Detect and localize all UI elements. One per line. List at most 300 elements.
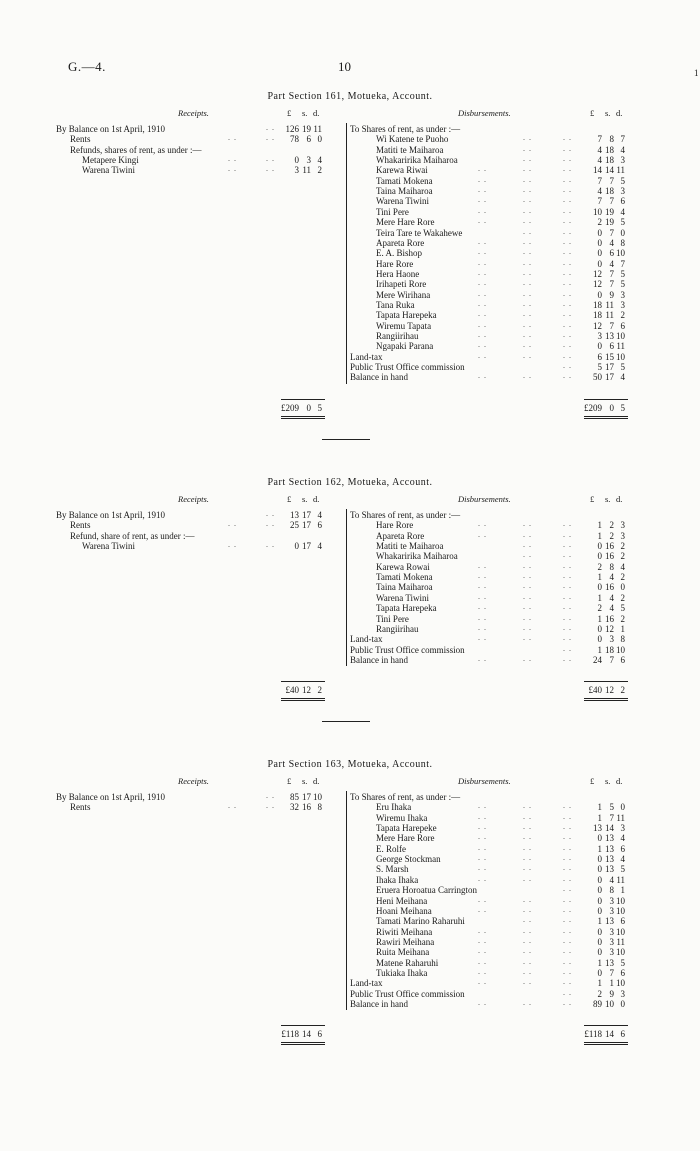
- leader-dots: . .: [523, 925, 532, 935]
- shillings: 7: [609, 196, 614, 207]
- leader-dots: . .: [563, 884, 572, 894]
- pence: 1: [620, 623, 625, 634]
- disbursement-row: [350, 968, 580, 978]
- receipt-label: Rents: [70, 134, 91, 145]
- disbursement-label: George Stockman: [376, 854, 441, 865]
- disbursement-label: Matiti te Maiharoa: [376, 144, 444, 155]
- pence: 6: [620, 654, 625, 665]
- leader-dots: . .: [478, 164, 487, 174]
- pence: 10: [616, 905, 625, 916]
- disbursement-label: Matiti te Maiharoa: [376, 541, 444, 552]
- receipts-pound-unit: £: [287, 494, 292, 504]
- shillings: 19: [605, 206, 614, 217]
- disbursement-label: Mere Wirihana: [376, 289, 431, 300]
- pounds: 32: [290, 802, 299, 813]
- disbursement-label: Hare Rore: [376, 520, 414, 531]
- leader-dots: . .: [523, 540, 532, 550]
- disbursements-pence-unit: d.: [616, 108, 623, 118]
- total-double-rule: [584, 1042, 628, 1043]
- receipt-label: Rents: [70, 802, 91, 813]
- disbursement-label: Rangiirihau: [376, 623, 419, 634]
- disbursement-row: [350, 885, 580, 895]
- total-double-rule: [281, 698, 325, 699]
- pounds: 1: [597, 916, 602, 927]
- disbursement-label: Tini Pere: [376, 613, 409, 624]
- pounds: 7: [597, 175, 602, 186]
- leader-dots: . .: [478, 174, 487, 184]
- leader-dots: . .: [563, 998, 572, 1007]
- receipts-pound-unit: £: [287, 108, 292, 118]
- pounds: £118: [281, 1029, 299, 1040]
- pence: 11: [616, 165, 625, 176]
- leader-dots: . .: [523, 298, 532, 308]
- leader-dots: . .: [563, 319, 572, 329]
- pounds: 0: [597, 905, 602, 916]
- shillings: 13: [605, 957, 614, 968]
- leader-dots: . .: [523, 519, 532, 529]
- disbursement-label: Balance in hand: [350, 654, 408, 665]
- disbursement-row: [350, 269, 580, 279]
- disbursement-row: [350, 792, 580, 802]
- pounds: 4: [597, 144, 602, 155]
- disbursements-pound-unit: £: [590, 494, 595, 504]
- leader-dots: . .: [266, 164, 275, 174]
- leader-dots: . .: [478, 811, 487, 821]
- leader-dots: . .: [478, 330, 487, 339]
- pence: 2: [620, 572, 625, 583]
- leader-dots: . .: [563, 174, 572, 184]
- shillings: 2: [609, 520, 614, 531]
- disbursement-label: To Shares of rent, as under :—: [350, 510, 461, 520]
- leader-dots: . .: [478, 977, 487, 987]
- pounds: 0: [294, 155, 299, 166]
- disbursement-row: [350, 989, 580, 999]
- disbursement-row: [350, 520, 580, 530]
- leader-dots: . .: [523, 278, 532, 288]
- shillings: 15: [605, 351, 614, 362]
- pence: 3: [620, 299, 625, 310]
- pence: 2: [620, 541, 625, 552]
- leader-dots: . .: [478, 288, 487, 298]
- leader-dots: . .: [478, 298, 487, 308]
- pence: 5: [317, 402, 322, 413]
- pounds: 0: [597, 541, 602, 552]
- disbursement-label: Wiremu Ihaka: [376, 812, 428, 823]
- disbursement-row: [350, 279, 580, 289]
- leader-dots: . .: [523, 560, 532, 570]
- receipts-pence-unit: d.: [313, 108, 320, 118]
- shillings: 7: [609, 320, 614, 331]
- disbursement-label: Balance in hand: [350, 372, 408, 383]
- leader-dots: . .: [478, 622, 487, 632]
- leader-dots: . .: [563, 330, 572, 339]
- leader-dots: . .: [523, 602, 532, 612]
- leader-dots: . .: [563, 154, 572, 164]
- disbursement-label: Rangiirihau: [376, 331, 419, 341]
- leader-dots: . .: [563, 164, 572, 174]
- leader-dots: . .: [563, 267, 572, 277]
- disbursement-row: [350, 978, 580, 988]
- disbursement-row: [350, 655, 580, 665]
- pounds: 1: [597, 812, 602, 823]
- shillings: 4: [609, 258, 614, 269]
- leader-dots: . .: [523, 935, 532, 945]
- pence: 2: [620, 551, 625, 562]
- pounds: £40: [285, 685, 299, 696]
- pence: 11: [616, 812, 625, 823]
- leader-dots: . .: [563, 298, 572, 308]
- pounds: 12: [593, 279, 602, 290]
- leader-dots: . .: [563, 633, 572, 643]
- leader-dots: . .: [478, 340, 487, 350]
- pounds: 0: [597, 551, 602, 562]
- leader-dots: . .: [563, 278, 572, 288]
- pence: 1: [620, 885, 625, 896]
- disbursement-row: [350, 645, 580, 655]
- leader-dots: . .: [478, 350, 487, 360]
- leader-dots: . .: [523, 581, 532, 591]
- pounds: 2: [597, 603, 602, 614]
- leader-dots: . .: [478, 529, 487, 539]
- shillings: 14: [302, 1029, 311, 1040]
- leader-dots: . .: [563, 966, 572, 976]
- leader-dots: . .: [563, 653, 572, 663]
- leader-dots: . .: [523, 195, 532, 205]
- disbursement-row: [350, 634, 580, 644]
- shillings: 8: [609, 561, 614, 572]
- leader-dots: . .: [523, 226, 532, 236]
- pounds: 1: [597, 592, 602, 603]
- pounds: 18: [593, 299, 602, 310]
- pounds: 4: [597, 186, 602, 197]
- disbursement-label: Taina Maiharoa: [376, 186, 433, 197]
- disbursement-label: To Shares of rent, as under :—: [350, 792, 461, 802]
- pence: 7: [620, 258, 625, 269]
- shillings: 18: [605, 644, 614, 655]
- column-divider: [346, 509, 347, 666]
- leader-dots: . .: [478, 956, 487, 966]
- disbursement-row: [350, 833, 580, 843]
- leader-dots: . .: [563, 925, 572, 935]
- pounds: 3: [294, 165, 299, 176]
- shillings: 3: [609, 947, 614, 958]
- pounds: 7: [597, 134, 602, 145]
- total-double-rule: [281, 416, 325, 417]
- disbursement-row: [350, 541, 580, 551]
- receipt-label: Rents: [70, 520, 91, 531]
- pence: 2: [620, 310, 625, 321]
- pence: 7: [620, 134, 625, 145]
- pence: 5: [620, 279, 625, 290]
- leader-dots: . .: [478, 560, 487, 570]
- leader-dots: . .: [523, 319, 532, 329]
- total-rule: [281, 399, 325, 400]
- pence: 11: [313, 124, 322, 134]
- leader-dots: . .: [523, 977, 532, 987]
- disbursement-row: [350, 290, 580, 300]
- leader-dots: . .: [478, 309, 487, 319]
- disbursement-label: Public Trust Office commission: [350, 362, 465, 373]
- leader-dots: . .: [478, 612, 487, 622]
- disbursements-heading: Disbursements.: [458, 776, 511, 786]
- pounds: 126: [285, 124, 299, 134]
- disbursement-row: [350, 593, 580, 603]
- pounds: 0: [597, 895, 602, 906]
- pounds: 0: [597, 582, 602, 593]
- shillings: 14: [605, 823, 614, 834]
- shillings: 3: [306, 155, 311, 166]
- disbursement-label: Tana Ruka: [376, 299, 415, 310]
- pence: 4: [317, 541, 322, 552]
- pence: 5: [620, 175, 625, 186]
- disbursements-shilling-unit: s.: [605, 776, 611, 786]
- leader-dots: . .: [228, 133, 237, 143]
- pence: 3: [620, 530, 625, 541]
- leader-dots: . .: [523, 340, 532, 350]
- leader-dots: . .: [523, 267, 532, 277]
- leader-dots: . .: [523, 894, 532, 904]
- disbursement-row: [350, 802, 580, 812]
- disbursement-row: [350, 813, 580, 823]
- disbursement-label: E. A. Bishop: [376, 248, 423, 259]
- shillings: 0: [306, 402, 311, 413]
- leader-dots: . .: [563, 350, 572, 360]
- shillings: 16: [605, 541, 614, 552]
- leader-dots: . .: [266, 133, 275, 143]
- shillings: 6: [609, 341, 614, 352]
- pounds: 0: [597, 258, 602, 269]
- shillings: 4: [609, 237, 614, 248]
- leader-dots: . .: [478, 832, 487, 842]
- receipts-pence-unit: d.: [313, 494, 320, 504]
- pence: 0: [620, 227, 625, 238]
- disbursements-shilling-unit: s.: [605, 494, 611, 504]
- leader-dots: . .: [228, 154, 237, 164]
- disbursement-label: Public Trust Office commission: [350, 988, 465, 999]
- total-double-rule: [584, 416, 628, 417]
- shillings: 17: [302, 520, 311, 531]
- receipt-row: [56, 145, 346, 155]
- disbursement-label: Ngapaki Parana: [376, 341, 434, 352]
- pounds: 13: [593, 823, 602, 834]
- shillings: 16: [605, 582, 614, 593]
- shillings: 2: [609, 530, 614, 541]
- shillings: 17: [605, 372, 614, 383]
- edge-mark: 1: [694, 68, 699, 78]
- disbursement-row: [350, 165, 580, 175]
- leader-dots: . .: [478, 236, 487, 246]
- leader-dots: . .: [523, 998, 532, 1007]
- leader-dots: . .: [523, 811, 532, 821]
- shillings: 19: [605, 217, 614, 228]
- disbursement-row: [350, 562, 580, 572]
- pence: 10: [616, 895, 625, 906]
- leader-dots: . .: [523, 591, 532, 601]
- leader-dots: . .: [523, 550, 532, 560]
- pounds: 1: [597, 978, 602, 989]
- disbursement-label: E. Rolfe: [376, 843, 406, 854]
- pounds: 1: [597, 530, 602, 541]
- shillings: 16: [302, 802, 311, 813]
- pence: 6: [317, 520, 322, 531]
- leader-dots: . .: [478, 195, 487, 205]
- disbursement-row: [350, 603, 580, 613]
- disbursement-row: [350, 510, 580, 520]
- pence: 6: [620, 320, 625, 331]
- pence: 5: [620, 268, 625, 279]
- leader-dots: . .: [478, 257, 487, 267]
- disbursement-label: Apareta Rore: [376, 530, 425, 541]
- disbursement-label: Tamati Marino Raharuhi: [376, 916, 465, 927]
- pounds: 0: [597, 864, 602, 875]
- leader-dots: . .: [563, 873, 572, 883]
- pounds: 0: [597, 248, 602, 259]
- disbursement-label: Taina Maiharoa: [376, 582, 433, 593]
- pence: 11: [616, 341, 625, 352]
- total-double-rule: [584, 418, 628, 419]
- pounds: 0: [597, 885, 602, 896]
- leader-dots: . .: [523, 164, 532, 174]
- leader-dots: . .: [478, 602, 487, 612]
- leader-dots: . .: [523, 236, 532, 246]
- pounds: 7: [597, 196, 602, 207]
- pounds: 0: [597, 227, 602, 238]
- pence: 10: [616, 644, 625, 655]
- disbursement-row: [350, 582, 580, 592]
- disbursement-row: [350, 331, 580, 341]
- pounds: 3: [597, 331, 602, 341]
- section-separator: [322, 721, 370, 722]
- shillings: 6: [306, 134, 311, 145]
- disbursement-row: [350, 937, 580, 947]
- total-rule: [584, 399, 628, 400]
- pence: 10: [616, 351, 625, 362]
- receipt-label: Refund, share of rent, as under :—: [70, 530, 195, 541]
- leader-dots: . .: [478, 247, 487, 257]
- pounds: 4: [597, 155, 602, 166]
- leader-dots: . .: [523, 143, 532, 153]
- total-double-rule: [281, 1044, 325, 1045]
- leader-dots: . .: [563, 832, 572, 842]
- leader-dots: . .: [563, 612, 572, 622]
- disbursement-label: Irihapeti Rore: [376, 279, 427, 290]
- disbursement-row: [350, 196, 580, 206]
- disbursement-row: [350, 864, 580, 874]
- leader-dots: . .: [523, 529, 532, 539]
- leader-dots: . .: [228, 164, 237, 174]
- leader-dots: . .: [523, 863, 532, 873]
- pence: 4: [620, 561, 625, 572]
- leader-dots: . .: [478, 925, 487, 935]
- leader-dots: . .: [563, 842, 572, 852]
- leader-dots: . .: [563, 894, 572, 904]
- pence: 6: [620, 967, 625, 978]
- pence: 3: [620, 289, 625, 300]
- disbursement-row: [350, 238, 580, 248]
- leader-dots: . .: [228, 519, 237, 529]
- disbursement-label: Ruita Meihana: [376, 947, 430, 958]
- shillings: 10: [605, 999, 614, 1009]
- leader-dots: . .: [478, 842, 487, 852]
- leader-dots: . .: [523, 873, 532, 883]
- disbursement-label: Tini Pere: [376, 206, 409, 217]
- leader-dots: . .: [478, 853, 487, 863]
- section-title: Part Section 163, Motueka, Account.: [267, 759, 433, 770]
- disbursement-label: Karewa Riwai: [376, 165, 428, 176]
- pounds: 78: [290, 134, 299, 145]
- shillings: 4: [609, 592, 614, 603]
- disbursement-label: Mere Hare Rore: [376, 833, 435, 844]
- disbursement-row: [350, 844, 580, 854]
- pence: 6: [620, 843, 625, 854]
- shillings: 8: [609, 134, 614, 145]
- pounds: 85: [290, 792, 299, 802]
- shillings: 8: [609, 885, 614, 896]
- total-double-rule: [281, 1042, 325, 1043]
- total-rule: [281, 1025, 325, 1026]
- pence: 5: [620, 362, 625, 373]
- pence: 5: [620, 603, 625, 614]
- receipt-label: Warena Tiwini: [82, 165, 136, 176]
- leader-dots: . .: [523, 330, 532, 339]
- leader-dots: . .: [563, 195, 572, 205]
- disbursement-row: [350, 614, 580, 624]
- leader-dots: . .: [563, 987, 572, 997]
- leader-dots: . .: [523, 350, 532, 360]
- pence: 4: [620, 833, 625, 844]
- pence: 4: [317, 510, 322, 520]
- pounds: £209: [584, 402, 602, 413]
- paper-reference: G.—4.: [68, 59, 106, 74]
- leader-dots: . .: [563, 236, 572, 246]
- leader-dots: . .: [478, 863, 487, 873]
- disbursement-label: Whakaririka Maiharoa: [376, 155, 458, 166]
- receipts-heading: Receipts.: [178, 494, 209, 504]
- shillings: 11: [605, 299, 614, 310]
- leader-dots: . .: [478, 519, 487, 529]
- pence: 3: [620, 988, 625, 999]
- shillings: 17: [302, 541, 311, 552]
- receipts-pence-unit: d.: [313, 776, 320, 786]
- leader-dots: . .: [266, 801, 275, 811]
- leader-dots: . .: [523, 205, 532, 215]
- leader-dots: . .: [478, 185, 487, 195]
- leader-dots: . .: [478, 801, 487, 811]
- leader-dots: . .: [266, 154, 275, 164]
- pounds: 1: [597, 957, 602, 968]
- pounds: 89: [593, 999, 602, 1009]
- pence: 3: [620, 520, 625, 531]
- disbursement-label: Land-tax: [350, 978, 383, 989]
- leader-dots: . .: [563, 205, 572, 215]
- leader-dots: . .: [563, 560, 572, 570]
- receipt-label: By Balance on 1st April, 1910: [56, 510, 165, 520]
- receipt-row: [56, 531, 346, 541]
- disbursement-label: Whakaririka Maiharoa: [376, 551, 458, 562]
- leader-dots: . .: [478, 278, 487, 288]
- total-double-rule: [584, 1044, 628, 1045]
- disbursement-row: [350, 875, 580, 885]
- total-double-rule: [584, 698, 628, 699]
- pounds: 10: [593, 206, 602, 217]
- disbursement-row: [350, 572, 580, 582]
- disbursement-label: Warena Tiwini: [376, 592, 430, 603]
- leader-dots: . .: [523, 288, 532, 298]
- disbursement-label: Heni Meihana: [376, 895, 428, 906]
- leader-dots: . .: [563, 571, 572, 581]
- shillings: 19: [302, 124, 311, 134]
- total-rule: [281, 681, 325, 682]
